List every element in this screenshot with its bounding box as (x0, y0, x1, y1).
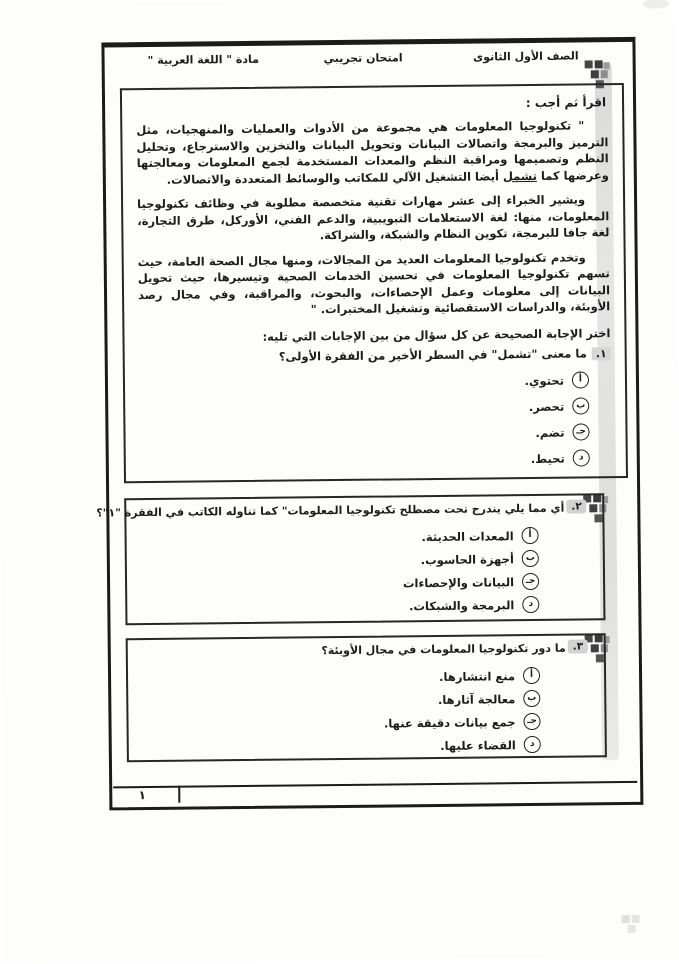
question-2-options (136, 524, 539, 620)
option-text: معالجة آثارها. (437, 691, 516, 707)
option-row (140, 445, 590, 476)
question-1-text: ما معنى "تشمل" في السطر الأخير من الفقرة الأولى؟ (278, 345, 587, 364)
question-3-options (138, 664, 541, 760)
option-row (139, 733, 541, 760)
question-3-box (126, 633, 607, 762)
option-letter-circle: ب (572, 397, 589, 414)
option-letter-circle: ب (522, 550, 539, 567)
option-letter-circle: أ (522, 527, 539, 544)
option-text: المعدات الحديثة. (421, 528, 514, 544)
option-text: منع انتشارها. (439, 668, 516, 684)
option-letter-circle: د (524, 736, 541, 753)
option-letter-circle: جـ (572, 423, 589, 440)
header-subject: مادة " اللغة العربية " (147, 52, 260, 67)
option-text: تضم. (535, 425, 565, 440)
question-1-options (139, 367, 590, 476)
option-text: أجهزة الحاسوب. (420, 551, 514, 567)
header-exam-type: امتحان تجريبي (323, 51, 403, 66)
questions-instruction: اختر الإجابة الصحيحة عن كل سؤال من بين الإجابات التي تليه: (262, 325, 611, 344)
question-2-text: أي مما يلي يندرج تحت مصطلح تكنولوجيا المعلومات" كما تناوله الكاتب في الفقرة "١"؟ (96, 501, 565, 520)
question-2-box (96, 493, 605, 625)
option-letter-circle: أ (523, 667, 540, 684)
option-text: البرمجة والشبكات. (409, 597, 515, 613)
passage-intro: اقرأ ثم أجب : (525, 95, 607, 111)
option-text: تحتوي. (524, 373, 565, 388)
option-letter-circle: د (522, 596, 539, 613)
option-letter-circle: ب (523, 690, 540, 707)
question-3-text: ما دور تكنولوجيا المعلومات في مجال الأوبئة؟ (321, 641, 566, 658)
option-letter-circle: أ (572, 371, 589, 388)
paragraph1-pre: " تكنولوجيا المعلومات هي مجموعة من الأدوات والعمليات والمنهجيات، مثل الترميز والبرمجة واتصالات البيانات وتحويل البيانات والتخزين والاسترجاع، وتحليل النظم وتصميمها ومراقبة النظم والمعدات المستخدمة لجمع المعلومات ومعالجتها وعرضها كما (136, 118, 609, 183)
passage-paragraph-2: ويشير الخبراء إلى عشر مهارات تقنية متخصصة مطلوبة في وظائف تكنولوجيا المعلومات، منها: لغة الاستعلامات التبويبية، والدعم الفني، الأوركل، طرق التجارة، لغة جافا للبرمجة، تكوين النظام والشبكة، والشراكة. (137, 192, 610, 243)
passage-box (120, 83, 628, 483)
option-text: البيانات والإحصاءات (402, 574, 515, 590)
passage-paragraph-1 (136, 117, 609, 188)
page-number: ١ (138, 788, 147, 803)
paragraph1-post: أيضا التشغيل الآلي للمكاتب والوسائط المتعددة والاتصالات. (166, 168, 503, 187)
option-text: تحصر. (528, 399, 565, 414)
scan-smudge (643, 0, 669, 9)
question-1-number: ١. (592, 347, 611, 360)
question-1 (139, 346, 611, 365)
underlined-word: تشمل (502, 168, 537, 183)
option-letter-circle: جـ (523, 713, 540, 730)
footer-divider-tick (178, 786, 180, 803)
option-text: جمع بيانات دقيقة عنها. (383, 714, 516, 731)
pixel-blocks-icon (620, 915, 647, 945)
option-text: تحيط. (530, 451, 565, 466)
header-grade: الصف الأول الثانوى (473, 49, 579, 64)
option-letter-circle: د (573, 449, 590, 466)
question-3-number-badge: .٣ (568, 639, 589, 653)
question-2-number-badge: .٢ (566, 499, 587, 513)
option-text: القضاء عليها. (440, 737, 516, 753)
option-row (137, 593, 539, 620)
option-letter-circle: جـ (522, 573, 539, 590)
passage-paragraph-3: وتخدم تكنولوجيا المعلومات العديد من المجالات، ومنها مجال الصحة العامة، حيث تسهم تكنولوجيا المعلومات في تحسين الخدمات الصحية وتيسيرها، حيث تحويل البيانات إلى معلومات وعمل الإحصاءات، والبحوث، والمراقبة، وفي مجال رصد الأوبئة، والدراسات الاستقصائية وتشغيل المختبرات. " (137, 249, 611, 317)
